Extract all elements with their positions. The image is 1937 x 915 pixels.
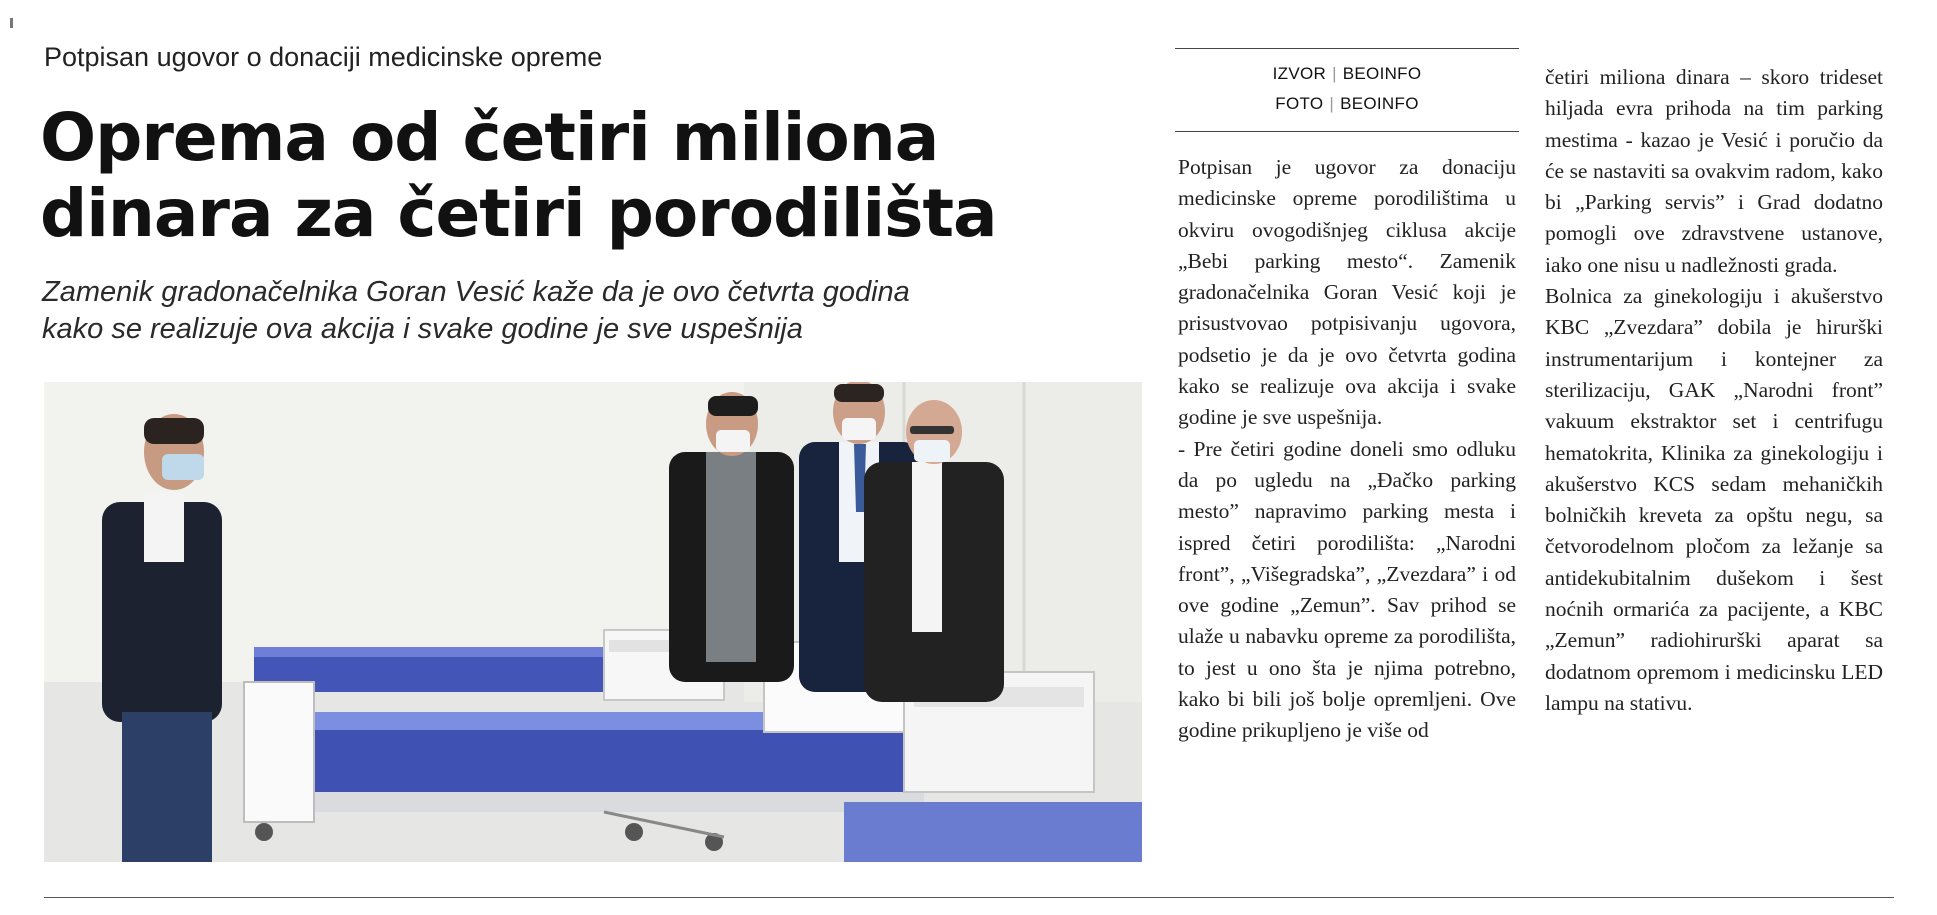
photo-label: FOTO	[1275, 94, 1324, 113]
body-paragraph: Bolnica za ginekologiju i akušerstvo KBC „Zvezdara” dobila je hirurški instrumentarijum i kontejner za sterilizaciju, GAK „Narodni front” vakuum ekstraktor set i centrifugu hematokrita, Klinika za ginekologiju i akušerstvo KCS sedam mehaničkih bolničkih kreveta za opštu negu, sa četvorodelnom pločom za ležanje sa antidekubitalnim dušekom i šest noćnih ormarića za pacijente, a KBC „Zemun” radiohirurški aparat sa dodatnom opremom i medicinsku LED lampu na stativu.	[1545, 284, 1883, 715]
body-paragraph: - Pre četiri godine doneli smo odluku da po ugledu na „Đačko parking mesto” napravimo parking mesta i ispred četiri porodilišta: „Narodni front”, „Višegradska”, „Zvezdara” i od ove godine „Zemun”. Sav prihod se ulaže u nabavku opreme za porodilišta, to jest u ono šta je njima potrebno, kako bi bili još bolje opremljeni. Ove godine prikupljeno je više od	[1178, 436, 1516, 743]
body-column-2	[1545, 62, 1883, 719]
source-label: IZVOR	[1272, 64, 1327, 83]
source-value: BEOINFO	[1342, 64, 1422, 83]
credits-box	[1175, 48, 1519, 132]
body-paragraph: četiri miliona dinara – skoro trideset hiljada evra prihoda na tim parking mestima - kazao je Vesić i poručio da će se nastaviti sa ovakvim radom, kako bi „Parking servis” i Grad dodatno pomogli ove zdravstvene ustanove, iako one nisu u nadležnosti grada.	[1545, 65, 1883, 277]
margin-mark	[10, 18, 13, 28]
photo-illustration	[44, 382, 1142, 862]
photo-value: BEOINFO	[1340, 94, 1419, 113]
credit-separator: |	[1332, 64, 1337, 83]
article-headline	[40, 100, 1120, 252]
body-column-1	[1178, 152, 1516, 747]
bottom-rule	[44, 897, 1894, 898]
headline-line-2: dinara za četiri porodilišta	[40, 175, 997, 252]
source-credit	[1175, 59, 1519, 89]
headline-line-1: Oprema od četiri miliona	[40, 99, 939, 176]
article-dek	[42, 274, 1102, 348]
dek-line-1: Zamenik gradonačelnika Goran Vesić kaže da je ovo četvrta godina	[42, 276, 910, 308]
credit-separator: |	[1329, 94, 1335, 113]
body-paragraph: Potpisan je ugovor za donaciju medicinske opreme porodilištima u okviru ovogodišnjeg ciklusa akcije „Bebi parking mesto“. Zamenik gradonačelnika Goran Vesić koji je prisustvovao potpisivanju ugovora, podsetio je da je ovo četvrta godina kako se realizuje ova akcija i svake godine je sve uspešnija.	[1178, 155, 1516, 430]
dek-line-2: kako se realizuje ova akcija i svake godine je sve uspešnija	[42, 313, 803, 345]
article-photo	[44, 382, 1142, 862]
article-kicker: Potpisan ugovor o donaciji medicinske opreme	[44, 42, 603, 72]
photo-credit	[1175, 89, 1519, 119]
